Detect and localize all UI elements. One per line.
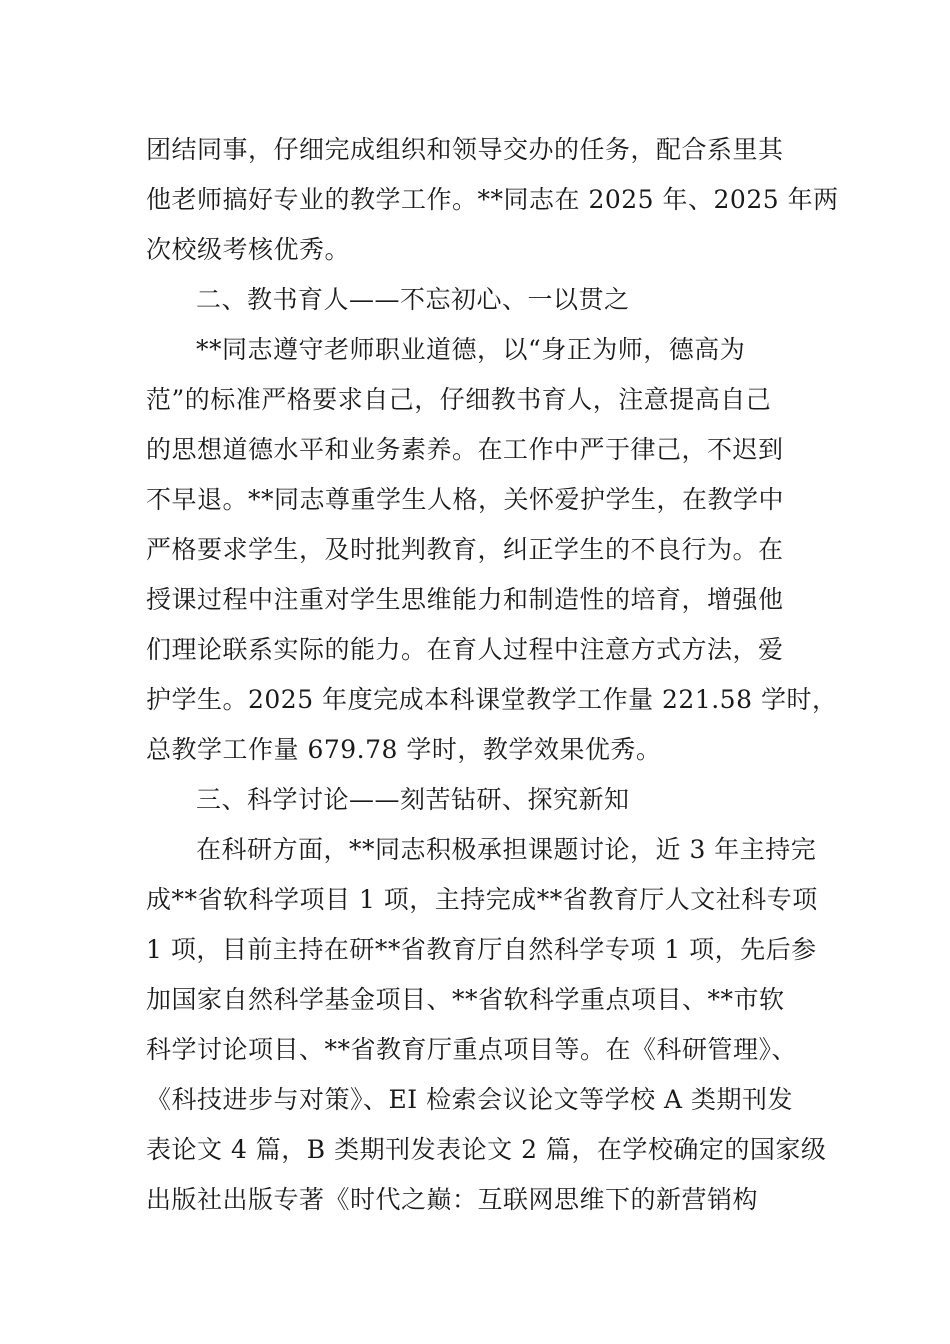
text-line: 授课过程中注重对学生思维能力和制造性的培育，增强他 — [146, 585, 784, 614]
text-line: 《科技进步与对策》、EI 检索会议论文等学校 A 类期刊发 — [146, 1085, 794, 1114]
text-line: 严格要求学生，及时批判教育，纠正学生的不良行为。在 — [146, 535, 784, 564]
text-line: 范”的标准严格要求自己，仔细教书育人，注意提高自己 — [146, 385, 772, 414]
text-line: 出版社出版专著《时代之巅：互联网思维下的新营销构 — [146, 1185, 759, 1214]
text-line: 在科研方面，**同志积极承担课题讨论，近 3 年主持完 — [196, 835, 817, 864]
text-line: 的思想道德水平和业务素养。在工作中严于律己，不迟到 — [146, 435, 784, 464]
text-line: 团结同事，仔细完成组织和领导交办的任务，配合系里其 — [146, 135, 784, 164]
text-line: 他老师搞好专业的教学工作。**同志在 2025 年、2025 年两 — [146, 185, 839, 214]
text-line: 表论文 4 篇，B 类期刊发表论文 2 篇，在学校确定的国家级 — [146, 1135, 827, 1164]
text-line: 不早退。**同志尊重学生人格，关怀爱护学生，在教学中 — [146, 485, 785, 514]
text-line: 成**省软科学项目 1 项，主持完成**省教育厅人文社科专项 — [146, 885, 818, 914]
text-line: 护学生。2025 年度完成本科课堂教学工作量 221.58 学时， — [146, 685, 838, 714]
text-line: 总教学工作量 679.78 学时，教学效果优秀。 — [146, 735, 662, 764]
section-heading: 二、教书育人——不忘初心、一以贯之 — [196, 285, 630, 314]
text-line: 次校级考核优秀。 — [146, 235, 351, 264]
text-line: 们理论联系实际的能力。在育人过程中注意方式方法，爱 — [146, 635, 784, 664]
text-line: 1 项，目前主持在研**省教育厅自然科学专项 1 项，先后参 — [146, 935, 817, 964]
text-line: **同志遵守老师职业道德，以“身正为师，德高为 — [196, 335, 746, 364]
text-line: 科学讨论项目、**省教育厅重点项目等。在《科研管理》、 — [146, 1035, 798, 1064]
section-heading: 三、科学讨论——刻苦钻研、探究新知 — [196, 785, 630, 814]
text-line: 加国家自然科学基金项目、**省软科学重点项目、**市软 — [146, 985, 785, 1014]
